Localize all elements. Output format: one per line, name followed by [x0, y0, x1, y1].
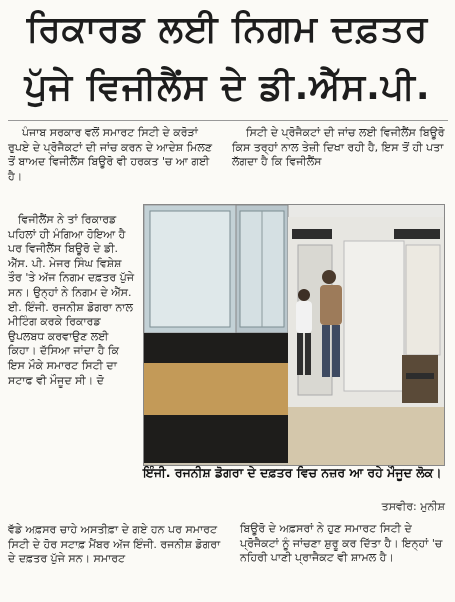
- headline-line-2: ਪੁੱਜੇ ਵਿਜੀਲੈਂਸ ਦੇ ਡੀ.ਐੱਸ.ਪੀ.: [24, 67, 431, 108]
- office-photo: [143, 204, 445, 466]
- article-column-left-bottom: [8, 523, 230, 567]
- article-paragraph-right-bottom: ਬਿਊਰੋ ਦੇ ਅਫ਼ਸਰਾਂ ਨੇ ਹੁਣ ਸਮਾਰਟ ਸਿਟੀ ਦੇ ਪ੍ਰੋਜੈਕਟਾਂ ਨੂੰ ਜਾਂਚਣਾ ਸ਼ੁਰੂ ਕਰ ਦਿੱਤਾ ਹੈ। ਇਨ੍ਹਾਂ 'ਚ ਨਹਿਰੀ ਪਾਣੀ ਪ੍ਰਾਜੈਕਟ ਵੀ ਸ਼ਾਮਲ ਹੈ।: [240, 522, 443, 565]
- article-column-left-top: [8, 126, 220, 184]
- headline-line-1: ਰਿਕਾਰਡ ਲਈ ਨਿਗਮ ਦਫ਼ਤਰ: [26, 9, 429, 50]
- article-column-right-bottom: [240, 522, 448, 566]
- article-column-left-middle: [8, 213, 136, 388]
- article-column-right-top: [232, 126, 447, 170]
- article-paragraph-left-bottom: ਵੱਡੇ ਅਫ਼ਸਰ ਚਾਹੇ ਅਸਤੀਫ਼ਾ ਦੇ ਗਏ ਹਨ ਪਰ ਸਮਾਰਟ ਸਿਟੀ ਦੇ ਹੋਰ ਸਟਾਫ਼ ਮੈਂਬਰ ਅੱਜ ਇੰਜੀ. ਰਜਨੀਸ਼ ਡੋਗਰਾ ਦੇ ਦਫ਼ਤਰ ਪੁੱਜੇ ਸਨ। ਸਮਾਰਟ: [8, 523, 221, 566]
- photo-caption: ਇੰਜੀ. ਰਜਨੀਸ਼ ਡੋਗਰਾ ਦੇ ਦਫ਼ਤਰ ਵਿਚ ਨਜ਼ਰ ਆ ਰਹੇ ਮੌਜੂਦ ਲੋਕ।: [143, 465, 442, 480]
- article-paragraph-left-middle: ਵਿਜੀਲੈਂਸ ਨੇ ਤਾਂ ਰਿਕਾਰਡ ਪਹਿਲਾਂ ਹੀ ਮੰਗਿਆ ਹੋਇਆ ਹੈ ਪਰ ਵਿਜੀਲੈਂਸ ਬਿਊਰੋ ਦੇ ਡੀ. ਐੱਸ. ਪੀ. ਮੇਜਰ ਸਿੰਘ ਵਿਸ਼ੇਸ਼ ਤੌਰ 'ਤੇ ਅੱਜ ਨਿਗਮ ਦਫ਼ਤਰ ਪੁੱਜੇ ਸਨ। ਉਨ੍ਹਾਂ ਨੇ ਨਿਗਮ ਦੇ ਐੱਸ. ਈ. ਇੰਜੀ. ਰਜਨੀਸ਼ ਡੋਗਰਾ ਨਾਲ ਮੀਟਿੰਗ ਕਰਕੇ ਰਿਕਾਰਡ ਉਪਲਬਧ ਕਰਵਾਉਣ ਲਈ ਕਿਹਾ। ਦੱਸਿਆ ਜਾਂਦਾ ਹੈ ਕਿ ਇਸ ਮੌਕੇ ਸਮਾਰਟ ਸਿਟੀ ਦਾ ਸਟਾਫ ਵੀ ਮੌਜੂਦ ਸੀ। ਦੋ: [8, 213, 134, 387]
- headline-divider: [8, 120, 448, 121]
- office-photo-illustration: [144, 205, 444, 465]
- article-paragraph-right-top: ਸਿਟੀ ਦੇ ਪ੍ਰੋਜੈਕਟਾਂ ਦੀ ਜਾਂਚ ਲਈ ਵਿਜੀਲੈਂਸ ਬਿਊਰੋ ਕਿਸ ਤਰ੍ਹਾਂ ਨਾਲ ਤੇਜ਼ੀ ਦਿਖਾ ਰਹੀ ਹੈ, ਇਸ ਤੋਂ ਹੀ ਪਤਾ ਲੱਗਦਾ ਹੈ ਕਿ ਵਿਜੀਲੈਂਸ: [232, 126, 445, 169]
- article-paragraph-intro: ਪੰਜਾਬ ਸਰਕਾਰ ਵਲੋਂ ਸਮਾਰਟ ਸਿਟੀ ਦੇ ਕਰੋੜਾਂ ਰੁਪਏ ਦੇ ਪ੍ਰੋਜੈਕਟਾਂ ਦੀ ਜਾਂਚ ਕਰਨ ਦੇ ਆਦੇਸ਼ ਮਿਲਣ ਤੋਂ ਬਾਅਦ ਵਿਜੀਲੈਂਸ ਬਿਊਰੋ ਵੀ ਹਰਕਤ 'ਚ ਆ ਗਈ ਹੈ।: [8, 126, 212, 183]
- photo-credit: ਤਸਵੀਰ: ਮੁਨੀਸ਼: [381, 500, 445, 513]
